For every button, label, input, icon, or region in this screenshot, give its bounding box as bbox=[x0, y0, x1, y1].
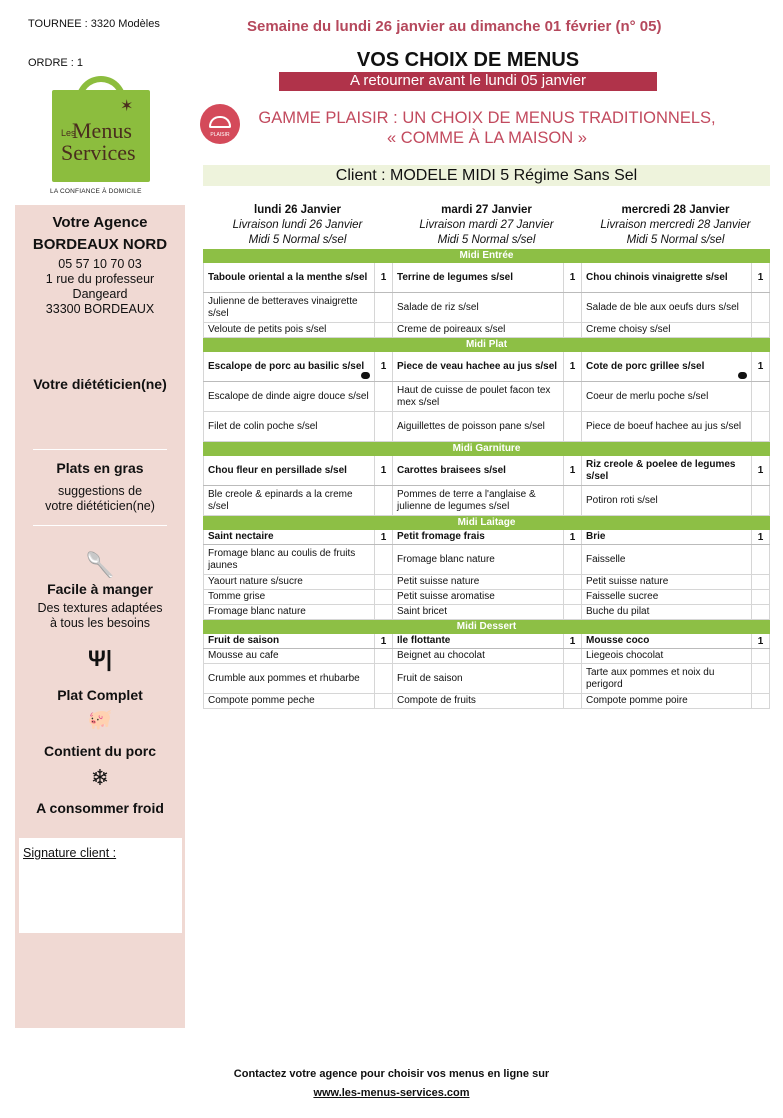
dish-name bbox=[393, 590, 563, 604]
quantity-cell[interactable]: 1 bbox=[563, 352, 581, 381]
menu-cell[interactable] bbox=[581, 545, 770, 574]
menu-cell[interactable] bbox=[203, 352, 392, 381]
agency-address1: 1 rue du professeur bbox=[45, 272, 155, 286]
table-row bbox=[203, 694, 770, 709]
day-header bbox=[581, 203, 770, 249]
quantity-cell[interactable] bbox=[374, 694, 392, 708]
day-header bbox=[203, 203, 392, 249]
dish-text: Haut de cuisse de poulet facon tex mex s/sel bbox=[397, 384, 551, 408]
dish-text: Tomme grise bbox=[208, 591, 266, 602]
day-delivery: Livraison lundi 26 Janvier bbox=[232, 219, 363, 231]
cold-label: A consommer froid bbox=[36, 800, 164, 816]
menu-cell[interactable] bbox=[392, 575, 581, 589]
logo-tagline: LA CONFIANCE À DOMICILE bbox=[50, 188, 142, 195]
fork-knife-icon: Ψ| bbox=[88, 646, 112, 671]
menu-cell[interactable] bbox=[392, 263, 581, 292]
dish-name bbox=[393, 456, 563, 485]
quantity-cell[interactable]: 1 bbox=[563, 263, 581, 292]
dish-name bbox=[393, 605, 563, 619]
dish-text: Buche du pilat bbox=[586, 606, 650, 617]
logo-services: Services bbox=[61, 140, 136, 165]
quantity-cell[interactable] bbox=[374, 486, 392, 515]
table-row bbox=[203, 649, 770, 664]
dish-name bbox=[393, 352, 563, 381]
dish-name bbox=[204, 293, 374, 322]
quantity-cell[interactable] bbox=[563, 545, 581, 574]
menu-cell[interactable] bbox=[581, 486, 770, 515]
table-row bbox=[203, 545, 770, 575]
dish-text: Cote de porc grillee s/sel bbox=[586, 360, 705, 372]
section-header: Midi Garniture bbox=[203, 442, 770, 456]
menu-cell[interactable] bbox=[203, 575, 392, 589]
dish-name bbox=[204, 323, 374, 337]
table-row bbox=[203, 382, 770, 412]
quantity-cell[interactable]: 1 bbox=[751, 263, 769, 292]
menu-cell[interactable] bbox=[581, 664, 770, 693]
quantity-cell[interactable] bbox=[563, 412, 581, 441]
table-row bbox=[203, 664, 770, 694]
dish-text: Fromage blanc nature bbox=[397, 553, 495, 565]
menu-cell[interactable] bbox=[203, 456, 392, 485]
dish-text: Compote de fruits bbox=[397, 695, 476, 706]
dish-text: Saint nectaire bbox=[208, 531, 274, 542]
quantity-cell[interactable]: 1 bbox=[374, 352, 392, 381]
quantity-cell[interactable]: 1 bbox=[751, 352, 769, 381]
dish-text: Fruit de saison bbox=[397, 672, 463, 684]
dish-name bbox=[204, 545, 374, 574]
quantity-cell[interactable] bbox=[374, 605, 392, 619]
quantity-cell[interactable] bbox=[563, 590, 581, 604]
day-headers bbox=[203, 203, 770, 249]
menu-cell[interactable] bbox=[581, 530, 770, 544]
dish-text: Aiguillettes de poisson pane s/sel bbox=[397, 420, 545, 432]
table-row bbox=[203, 530, 770, 545]
menu-cell[interactable] bbox=[392, 545, 581, 574]
logo-les: Les bbox=[61, 128, 76, 138]
website-link[interactable]: www.les-menus-services.com bbox=[313, 1087, 470, 1099]
dish-name bbox=[204, 664, 374, 693]
dish-name bbox=[582, 530, 751, 544]
table-row bbox=[203, 486, 770, 516]
quantity-cell[interactable] bbox=[751, 323, 769, 337]
menu-cell[interactable] bbox=[203, 649, 392, 663]
menu-cell[interactable] bbox=[581, 456, 770, 485]
dish-name bbox=[393, 323, 563, 337]
table-row bbox=[203, 263, 770, 293]
pig-icon bbox=[738, 372, 747, 379]
quantity-cell[interactable]: 1 bbox=[751, 456, 769, 485]
menu-cell[interactable] bbox=[392, 382, 581, 411]
dietitian-label: Votre diététicien(ne) bbox=[33, 376, 167, 392]
quantity-cell[interactable] bbox=[374, 382, 392, 411]
day-formula: Midi 5 Normal s/sel bbox=[248, 234, 347, 246]
quantity-cell[interactable]: 1 bbox=[751, 530, 769, 544]
dish-text: Salade de riz s/sel bbox=[397, 301, 479, 313]
dish-text: Mousse au cafe bbox=[208, 650, 279, 661]
return-deadline-banner: A retourner avant le lundi 05 janvier bbox=[279, 72, 657, 91]
agency-phone: 05 57 10 70 03 bbox=[58, 257, 142, 271]
quantity-cell[interactable] bbox=[751, 382, 769, 411]
menu-cell[interactable] bbox=[581, 323, 770, 337]
dish-text: Mousse coco bbox=[586, 635, 650, 646]
dish-text: Potiron roti s/sel bbox=[586, 494, 658, 506]
dish-name bbox=[582, 664, 751, 693]
dish-name bbox=[204, 649, 374, 663]
dish-name bbox=[582, 456, 751, 485]
dish-name bbox=[582, 263, 751, 292]
agency-sidebar bbox=[15, 205, 185, 1028]
menu-cell[interactable] bbox=[203, 382, 392, 411]
menu-cell[interactable] bbox=[581, 575, 770, 589]
dish-text: Chou chinois vinaigrette s/sel bbox=[586, 271, 728, 283]
menu-cell[interactable] bbox=[392, 649, 581, 663]
snowflake-icon: ❄ bbox=[90, 765, 110, 790]
dish-name bbox=[582, 694, 751, 708]
section-header: Midi Laitage bbox=[203, 516, 770, 530]
menu-cell[interactable] bbox=[392, 605, 581, 619]
dish-name bbox=[582, 590, 751, 604]
dish-text: Yaourt nature s/sucre bbox=[208, 576, 303, 587]
menu-cell[interactable] bbox=[203, 605, 392, 619]
spoon-icon: 🥄 bbox=[85, 552, 115, 579]
menu-cell[interactable] bbox=[392, 456, 581, 485]
quantity-cell[interactable]: 1 bbox=[563, 530, 581, 544]
day-delivery: Livraison mercredi 28 Janvier bbox=[600, 219, 751, 231]
dish-name bbox=[582, 412, 751, 441]
quantity-cell[interactable] bbox=[563, 694, 581, 708]
day-formula: Midi 5 Normal s/sel bbox=[626, 234, 725, 246]
dish-name bbox=[582, 605, 751, 619]
menu-cell[interactable] bbox=[392, 694, 581, 708]
gamme-description bbox=[246, 108, 728, 148]
dish-name bbox=[393, 664, 563, 693]
menu-cell[interactable] bbox=[203, 412, 392, 441]
dish-text: Piece de boeuf hachee au jus s/sel bbox=[586, 420, 742, 432]
dish-name bbox=[582, 293, 751, 322]
menus-services-logo bbox=[52, 76, 150, 198]
dish-text: Compote pomme peche bbox=[208, 695, 315, 706]
pig-icon: 🐖 bbox=[87, 709, 113, 731]
complete-dish-label: Plat Complet bbox=[57, 687, 143, 703]
page-title: VOS CHOIX DE MENUS bbox=[356, 49, 580, 71]
dish-text: Chou fleur en persillade s/sel bbox=[208, 464, 347, 476]
table-row bbox=[203, 412, 770, 442]
quantity-cell[interactable] bbox=[374, 590, 392, 604]
dish-text: Fromage blanc au coulis de fruits jaunes bbox=[208, 547, 356, 571]
menu-cell[interactable] bbox=[581, 412, 770, 441]
dish-text: Taboule oriental a la menthe s/sel bbox=[208, 271, 368, 283]
dish-name bbox=[582, 323, 751, 337]
menu-cell[interactable] bbox=[581, 605, 770, 619]
dish-text: Carottes braisees s/sel bbox=[397, 464, 506, 476]
quantity-cell[interactable] bbox=[563, 649, 581, 663]
quantity-cell[interactable] bbox=[751, 605, 769, 619]
dish-name bbox=[582, 486, 751, 515]
dish-text: Tarte aux pommes et noix du perigord bbox=[586, 666, 715, 690]
quantity-cell[interactable]: 1 bbox=[374, 456, 392, 485]
dish-text: Escalope de dinde aigre douce s/sel bbox=[208, 390, 369, 402]
table-row bbox=[203, 293, 770, 323]
menu-cell[interactable] bbox=[203, 323, 392, 337]
dish-name bbox=[393, 382, 563, 411]
menu-cell[interactable] bbox=[203, 590, 392, 604]
quantity-cell[interactable] bbox=[563, 323, 581, 337]
dish-text: Riz creole & poelee de legumes s/sel bbox=[586, 458, 736, 482]
quantity-cell[interactable] bbox=[751, 694, 769, 708]
dish-name bbox=[393, 649, 563, 663]
menu-cell[interactable] bbox=[581, 382, 770, 411]
menu-cell[interactable] bbox=[203, 293, 392, 322]
dish-text: Salade de ble aux oeufs durs s/sel bbox=[586, 301, 739, 313]
dish-name bbox=[204, 486, 374, 515]
day-date: mercredi 28 Janvier bbox=[621, 204, 730, 216]
dish-name bbox=[582, 634, 751, 648]
menu-cell[interactable] bbox=[392, 352, 581, 381]
quantity-cell[interactable]: 1 bbox=[751, 634, 769, 648]
dish-text: Liegeois chocolat bbox=[586, 650, 664, 661]
quantity-cell[interactable] bbox=[374, 649, 392, 663]
dish-text: Saint bricet bbox=[397, 606, 448, 617]
dish-name bbox=[204, 382, 374, 411]
pork-label: Contient du porc bbox=[44, 743, 156, 759]
plaisir-label: PLAISIR bbox=[210, 132, 230, 138]
dish-text: Crumble aux pommes et rhubarbe bbox=[208, 672, 360, 684]
dish-text: Escalope de porc au basilic s/sel bbox=[208, 360, 365, 372]
menu-cell[interactable] bbox=[392, 634, 581, 648]
dish-text: Terrine de legumes s/sel bbox=[397, 271, 513, 283]
table-row bbox=[203, 352, 770, 382]
menu-cell[interactable] bbox=[203, 634, 392, 648]
quantity-cell[interactable] bbox=[751, 575, 769, 589]
ordre-label: ORDRE : 1 bbox=[28, 57, 84, 69]
dish-text: Petit fromage frais bbox=[397, 531, 485, 542]
table-row bbox=[203, 590, 770, 605]
quantity-cell[interactable] bbox=[563, 382, 581, 411]
menu-cell[interactable] bbox=[581, 263, 770, 292]
menu-cell[interactable] bbox=[581, 634, 770, 648]
suggestions-line1: suggestions de bbox=[57, 484, 143, 498]
gamme-line1: GAMME PLAISIR : UN CHOIX DE MENUS TRADITIONNELS, bbox=[258, 109, 716, 127]
dish-name bbox=[393, 575, 563, 589]
dish-name bbox=[204, 634, 374, 648]
menu-cell[interactable] bbox=[203, 694, 392, 708]
quantity-cell[interactable]: 1 bbox=[374, 530, 392, 544]
quantity-cell[interactable] bbox=[563, 605, 581, 619]
day-formula: Midi 5 Normal s/sel bbox=[437, 234, 536, 246]
footer-text: Contactez votre agence pour choisir vos menus en ligne sur bbox=[233, 1068, 550, 1080]
dish-name bbox=[204, 352, 374, 381]
quantity-cell[interactable]: 1 bbox=[563, 634, 581, 648]
dish-text: Fruit de saison bbox=[208, 635, 280, 646]
dish-text: Beignet au chocolat bbox=[397, 650, 485, 661]
menu-cell[interactable] bbox=[581, 590, 770, 604]
dish-text: Ble creole & epinards a la creme s/sel bbox=[208, 488, 353, 512]
menu-cell[interactable] bbox=[392, 293, 581, 322]
dish-text: Petit suisse aromatise bbox=[397, 591, 495, 602]
menu-grid bbox=[203, 203, 770, 709]
menu-cell[interactable] bbox=[392, 530, 581, 544]
quantity-cell[interactable] bbox=[563, 293, 581, 322]
menu-cell[interactable] bbox=[581, 352, 770, 381]
table-row bbox=[203, 575, 770, 590]
day-date: mardi 27 Janvier bbox=[441, 204, 532, 216]
quantity-cell[interactable] bbox=[751, 649, 769, 663]
quantity-cell[interactable]: 1 bbox=[374, 634, 392, 648]
dish-name bbox=[582, 649, 751, 663]
dish-name bbox=[582, 545, 751, 574]
quantity-cell[interactable] bbox=[374, 412, 392, 441]
menu-cell[interactable] bbox=[392, 412, 581, 441]
agency-title: Votre Agence bbox=[52, 214, 148, 231]
section-header: Midi Dessert bbox=[203, 620, 770, 634]
tournee-label: TOURNEE : 3320 Modèles bbox=[28, 18, 160, 30]
dish-name bbox=[582, 382, 751, 411]
dish-text: Pommes de terre a l'anglaise & julienne de legumes s/sel bbox=[397, 488, 536, 512]
agency-name: BORDEAUX NORD bbox=[32, 236, 168, 253]
easy-eat-desc2: à tous les besoins bbox=[49, 616, 151, 630]
quantity-cell[interactable] bbox=[751, 486, 769, 515]
menu-cell[interactable] bbox=[203, 486, 392, 515]
dish-name bbox=[393, 530, 563, 544]
dish-text: Petit suisse nature bbox=[397, 576, 480, 587]
dish-text: Filet de colin poche s/sel bbox=[208, 420, 318, 432]
quantity-cell[interactable]: 1 bbox=[374, 263, 392, 292]
dish-text: Faisselle sucree bbox=[586, 591, 659, 602]
dish-name bbox=[582, 352, 751, 381]
dish-text: Creme choisy s/sel bbox=[586, 324, 671, 335]
day-header bbox=[392, 203, 581, 249]
menu-cell[interactable] bbox=[203, 530, 392, 544]
dish-text: Ile flottante bbox=[397, 635, 451, 646]
dish-name bbox=[204, 694, 374, 708]
quantity-cell[interactable] bbox=[751, 590, 769, 604]
dish-text: Petit suisse nature bbox=[586, 576, 669, 587]
quantity-cell[interactable] bbox=[374, 575, 392, 589]
quantity-cell[interactable] bbox=[374, 323, 392, 337]
dish-name bbox=[204, 263, 374, 292]
dish-text: Coeur de merlu poche s/sel bbox=[586, 390, 709, 402]
dish-text: Fromage blanc nature bbox=[208, 606, 306, 617]
menu-cell[interactable] bbox=[203, 545, 392, 574]
dish-text: Brie bbox=[586, 531, 606, 542]
dish-text: Faisselle bbox=[586, 553, 626, 565]
dish-name bbox=[393, 486, 563, 515]
table-row bbox=[203, 634, 770, 649]
menu-cell[interactable] bbox=[392, 486, 581, 515]
dish-name bbox=[204, 575, 374, 589]
table-row bbox=[203, 605, 770, 620]
dish-text: Julienne de betteraves vinaigrette s/sel bbox=[208, 295, 358, 319]
quantity-cell[interactable] bbox=[374, 664, 392, 693]
menu-cell[interactable] bbox=[581, 694, 770, 708]
dish-name bbox=[393, 545, 563, 574]
dish-name bbox=[204, 530, 374, 544]
week-title: Semaine du lundi 26 janvier au dimanche 01 février (n° 05) bbox=[247, 18, 662, 35]
dish-name bbox=[393, 412, 563, 441]
agency-city: 33300 BORDEAUX bbox=[45, 302, 155, 316]
dish-text: Piece de veau hachee au jus s/sel bbox=[397, 360, 558, 372]
menu-cell[interactable] bbox=[392, 323, 581, 337]
agency-address2: Dangeard bbox=[72, 287, 128, 301]
quantity-cell[interactable]: 1 bbox=[563, 456, 581, 485]
quantity-cell[interactable] bbox=[563, 486, 581, 515]
quantity-cell[interactable] bbox=[751, 545, 769, 574]
suggestions-line2: votre diététicien(ne) bbox=[45, 499, 155, 513]
dish-name bbox=[204, 605, 374, 619]
dish-text: Veloute de petits pois s/sel bbox=[208, 324, 327, 335]
plaisir-badge-icon bbox=[200, 104, 240, 144]
section-header: Midi Entrée bbox=[203, 249, 770, 263]
star-icon: ✶ bbox=[120, 98, 134, 115]
dish-name bbox=[393, 293, 563, 322]
quantity-cell[interactable] bbox=[563, 575, 581, 589]
menu-cell[interactable] bbox=[581, 293, 770, 322]
dish-name bbox=[393, 634, 563, 648]
dish-name bbox=[393, 694, 563, 708]
bold-dishes-label: Plats en gras bbox=[56, 460, 144, 476]
quantity-cell[interactable] bbox=[374, 293, 392, 322]
gamme-line2: « COMME À LA MAISON » bbox=[387, 129, 587, 147]
dish-name bbox=[393, 263, 563, 292]
menu-cell[interactable] bbox=[203, 263, 392, 292]
section-header: Midi Plat bbox=[203, 338, 770, 352]
quantity-cell[interactable] bbox=[751, 412, 769, 441]
quantity-cell[interactable] bbox=[374, 545, 392, 574]
quantity-cell[interactable] bbox=[563, 664, 581, 693]
dish-name bbox=[204, 412, 374, 441]
dish-name bbox=[204, 590, 374, 604]
table-row bbox=[203, 456, 770, 486]
menu-cell[interactable] bbox=[392, 664, 581, 693]
menu-cell[interactable] bbox=[581, 649, 770, 663]
easy-eat-label: Facile à manger bbox=[47, 581, 153, 597]
dish-text: Compote pomme poire bbox=[586, 695, 688, 706]
day-delivery: Livraison mardi 27 Janvier bbox=[419, 219, 554, 231]
table-row bbox=[203, 323, 770, 338]
menu-cell[interactable] bbox=[203, 664, 392, 693]
quantity-cell[interactable] bbox=[751, 293, 769, 322]
logo-menus: Menus bbox=[72, 118, 132, 143]
menu-sections bbox=[203, 249, 770, 709]
menu-cell[interactable] bbox=[392, 590, 581, 604]
signature-label: Signature client : bbox=[23, 846, 117, 860]
client-bar: Client : MODELE MIDI 5 Régime Sans Sel bbox=[203, 165, 770, 186]
easy-eat-desc1: Des textures adaptées bbox=[37, 601, 163, 615]
quantity-cell[interactable] bbox=[751, 664, 769, 693]
dish-text: Creme de poireaux s/sel bbox=[397, 324, 506, 335]
day-date: lundi 26 Janvier bbox=[254, 204, 341, 216]
dish-name bbox=[582, 575, 751, 589]
signature-box[interactable] bbox=[19, 838, 182, 933]
dish-name bbox=[204, 456, 374, 485]
pig-icon bbox=[361, 372, 370, 379]
